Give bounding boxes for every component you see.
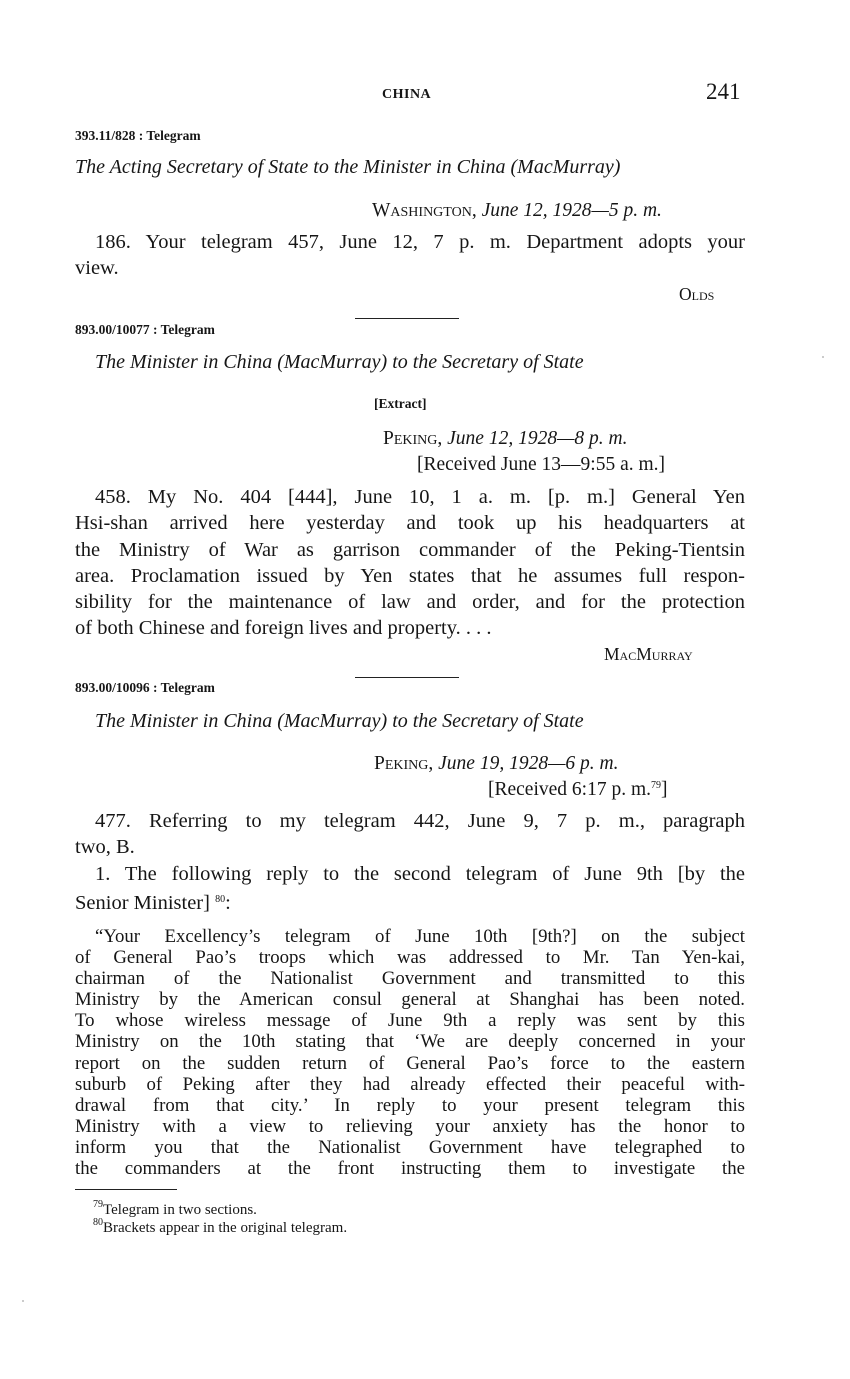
quote-line: chairman of the Nationalist Government and transmitted to this (75, 968, 745, 990)
telegram-body (75, 808, 745, 916)
document-heading: The Minister in China (MacMurray) to the Secretary of State (95, 710, 584, 732)
dateline (383, 428, 628, 450)
page-number: 241 (706, 79, 741, 104)
body-line: 477. Referring to my telegram 442, June 9, 7 p. m., paragraph (95, 810, 745, 832)
signature: Olds (679, 284, 715, 304)
body-line (75, 887, 745, 916)
quote-line: of General Pao’s troops which was addressed to Mr. Tan Yen-kai, (75, 947, 745, 969)
quote-line: inform you that the Nationalist Government have telegraphed to (75, 1136, 745, 1158)
dateline-time: June 19, 1928—6 p. m. (438, 753, 619, 774)
quote-line: Ministry with a view to relieving your anxiety has the honor to (75, 1115, 745, 1137)
quote-line: report on the sudden return of General Pao’s force to the eastern (75, 1052, 745, 1074)
footnote (93, 1217, 347, 1237)
body-line: sibility for the maintenance of law and order, and for the protection (75, 591, 745, 614)
body-line: the Ministry of War as garrison commander of the Peking-Tientsin (75, 538, 745, 561)
quote-line: Ministry on the 10th stating that ‘We are deeply concerned in your (75, 1031, 745, 1053)
received-note: [Received June 13—9:55 a. m.] (417, 454, 666, 475)
footnote-rule (75, 1189, 177, 1190)
quote-line: the commanders at the front instructing them to investigate the (75, 1158, 745, 1180)
body-line: Hsi-shan arrived here yesterday and took up his headquarters at (75, 512, 745, 535)
footnote-marker: 80 (93, 1217, 103, 1228)
scan-speck (22, 1300, 24, 1302)
body-line: two, B. (75, 836, 135, 859)
quote-line: Ministry by the American consul general at Shanghai has been noted. (75, 989, 745, 1011)
body-line: area. Proclamation issued by Yen states that he assumes full respon- (75, 564, 745, 587)
body-line-text: Senior Minister] (75, 891, 210, 914)
quoted-reply (75, 926, 745, 1179)
running-head: CHINA (382, 87, 432, 102)
dateline (372, 200, 662, 222)
footnote-text: Brackets appear in the original telegram. (103, 1220, 348, 1236)
quote-line: drawal from that city.’ In reply to your present telegram this (75, 1094, 745, 1116)
signature: MacMurray (604, 644, 693, 664)
file-reference: 893.00/10096 : Telegram (75, 680, 215, 695)
document-heading: The Acting Secretary of State to the Minister in China (MacMurray) (75, 156, 621, 178)
body-line: of both Chinese and foreign lives and property. . . . (75, 617, 492, 640)
dateline-place: Washington, (372, 200, 477, 221)
document-heading: The Minister in China (MacMurray) to the Secretary of State (95, 351, 584, 373)
received-note (488, 779, 668, 801)
footnote (93, 1199, 257, 1219)
body-line: 186. Your telegram 457, June 12, 7 p. m. Department adopts your (95, 231, 745, 253)
scan-speck (822, 356, 824, 358)
section-divider (355, 318, 459, 319)
received-close: ] (661, 779, 668, 800)
extract-note: [Extract] (374, 396, 427, 411)
telegram-body (75, 484, 745, 642)
quote-line: To whose wireless message of June 9th a reply was sent by this (75, 1010, 745, 1032)
body-line: 1. The following reply to the second telegram of June 9th [by the (95, 862, 745, 885)
dateline-time: June 12, 1928—8 p. m. (447, 428, 628, 449)
footnote-marker: 79 (651, 780, 661, 791)
file-reference: 893.00/10077 : Telegram (75, 322, 215, 337)
footnote-text: Telegram in two sections. (103, 1202, 257, 1218)
quote-line: suburb of Peking after they had already effected their peaceful with- (75, 1073, 745, 1095)
body-line: 458. My No. 404 [444], June 10, 1 a. m. [p. m.] General Yen (95, 486, 745, 508)
received-text: [Received 6:17 p. m. (488, 779, 651, 800)
dateline-time: June 12, 1928—5 p. m. (481, 200, 662, 221)
dateline-place: Peking, (374, 753, 434, 774)
body-line-colon: : (225, 891, 231, 914)
file-reference: 393.11/828 : Telegram (75, 128, 201, 143)
footnote-marker: 79 (93, 1199, 103, 1210)
footnote-marker: 80 (215, 893, 226, 905)
section-divider (355, 677, 459, 678)
dateline (374, 753, 619, 775)
quote-line: “Your Excellency’s telegram of June 10th [9th?] on the subject (95, 926, 745, 947)
telegram-body (75, 229, 745, 282)
dateline-place: Peking, (383, 428, 443, 449)
body-line: view. (75, 257, 119, 280)
